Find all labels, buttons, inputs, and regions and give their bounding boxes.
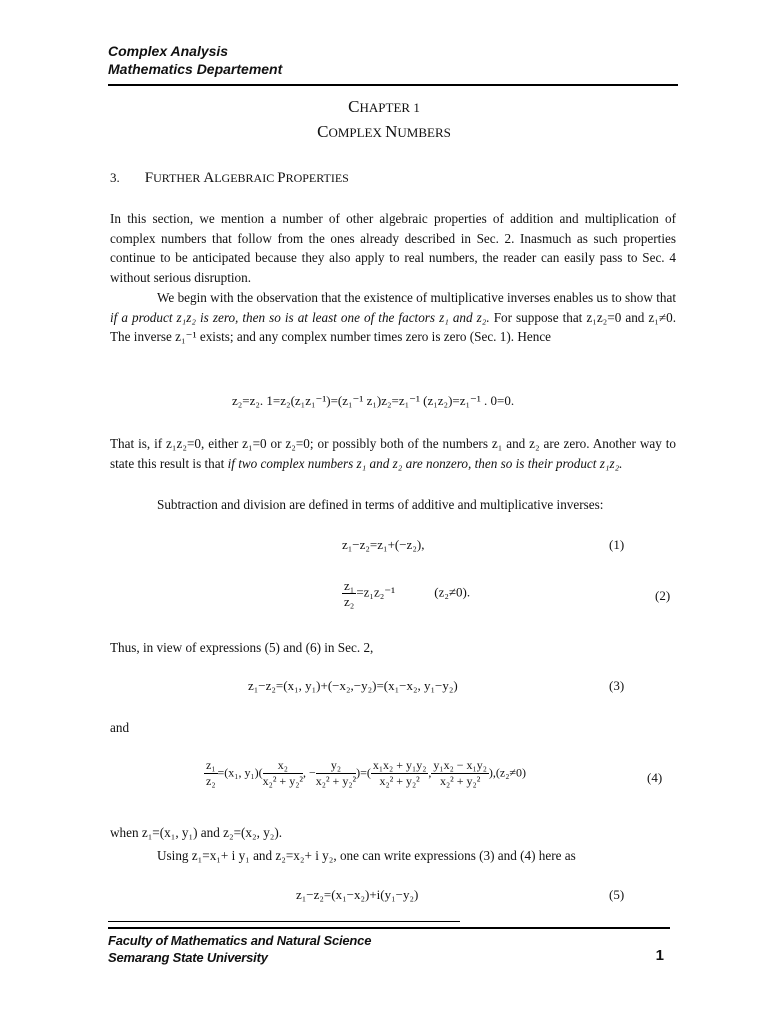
equation-1-number: (1) [609,537,625,552]
page-number: 1 [655,947,664,964]
section-heading: 3. FURTHER ALGEBRAIC PROPERTIES [110,170,349,186]
paragraph-using: Using z₁=x₁+ i y₁ and z₂=x₂+ i y₂, one can write expressions (3) and (4) here as [157,848,576,863]
equation-2: $\frac{\text{z₁}}{\text{z₂}}$ =z₁z₂⁻¹ (z₂≠0). [344,578,471,609]
paragraph-subtraction-division: Subtraction and division are defined in terms of additive and multiplicative inverses: [157,497,604,512]
header-course: Complex Analysis [108,43,229,59]
equation-3-number: (3) [609,678,625,693]
paragraph-thus: Thus, in view of expressions (5) and (6) in Sec. 2, [110,640,374,655]
footer-rule [108,927,670,929]
equation-3: z₁−z₂=(x₁, y₁)+(−x₂,−y₂)=(x₁−x₂, y₁−y₂) [248,678,458,693]
footer-university: Semarang State University [108,950,268,965]
equation-4-number: (4) [647,770,663,785]
paragraph-conclusion: That is, if z₁z₂=0, either z₁=0 or z₂=0; or possibly both of the numbers z₁ and z₂ are zero. Another way to state this result is that if two complex numbers z₁ and z₂ are nonzero, then so is their product z₁z₂. [110,436,676,471]
paragraph-when: when z₁=(x₁, y₁) and z₂=(x₂, y₂). [110,825,283,840]
paragraph-observation: We begin with the observation that the existence of multiplicative inverses enables us to show that if a product z₁z₂ is zero, then so is at least one of the factors z₁ and z₂. For suppose that z₁z₂=0 and z₁≠0. The inverse z₁⁻¹ exists; and any complex number times zero is zero (Sec. 1). Hence [110,290,676,345]
header-department: Mathematics Departement [108,61,283,77]
equation-5-number: (5) [609,887,625,902]
word-and: and [110,720,130,735]
equation-2-number: (2) [655,588,671,603]
header-rule [108,84,678,86]
equation-5: z₁−z₂=(x₁−x₂)+i(y₁−y₂) [296,887,419,902]
equation-1: z₁−z₂=z₁+(−z₂), [342,537,425,552]
chapter-label: CHAPTER 1 [348,97,420,116]
footer-faculty: Faculty of Mathematics and Natural Science [108,933,372,948]
paragraph-intro: In this section, we mention a number of other algebraic properties of addition and multiplication of complex numbers that follow from the ones already described in Sec. 2. Inasmuch as such properties continue to be anticipated because they also apply to real numbers, the reader can easily pass to Sec. 4 without serious disruption. [110,211,676,285]
chapter-title: COMPLEX NUMBERS [317,122,451,141]
equation-hence: z₂=z₂. 1=z₂(z₁z₁⁻¹)=(z₁⁻¹ z₁)z₂=z₁⁻¹ (z₁z₂)=z₁⁻¹ . 0=0. [232,393,515,408]
footnote-rule [108,921,460,922]
equation-4: $\frac{\text{z₁}}{\text{z₂}}$ =(x₁, y₁)( $\frac{\text{x₂}}{\text{x₂² + y₂²}}$ , − $\frac{\text{y₂}}{\text{x₂² + y₂²}}$ )=( $\frac{\text{x₁x₂ + y₁y₂}}{\text{x₂² + y₂²}}$ , $\frac{\text{y₁x₂ − x₁y₂}}{\text{x₂² + y₂²}}$ ),(z₂≠0) [206,758,526,788]
